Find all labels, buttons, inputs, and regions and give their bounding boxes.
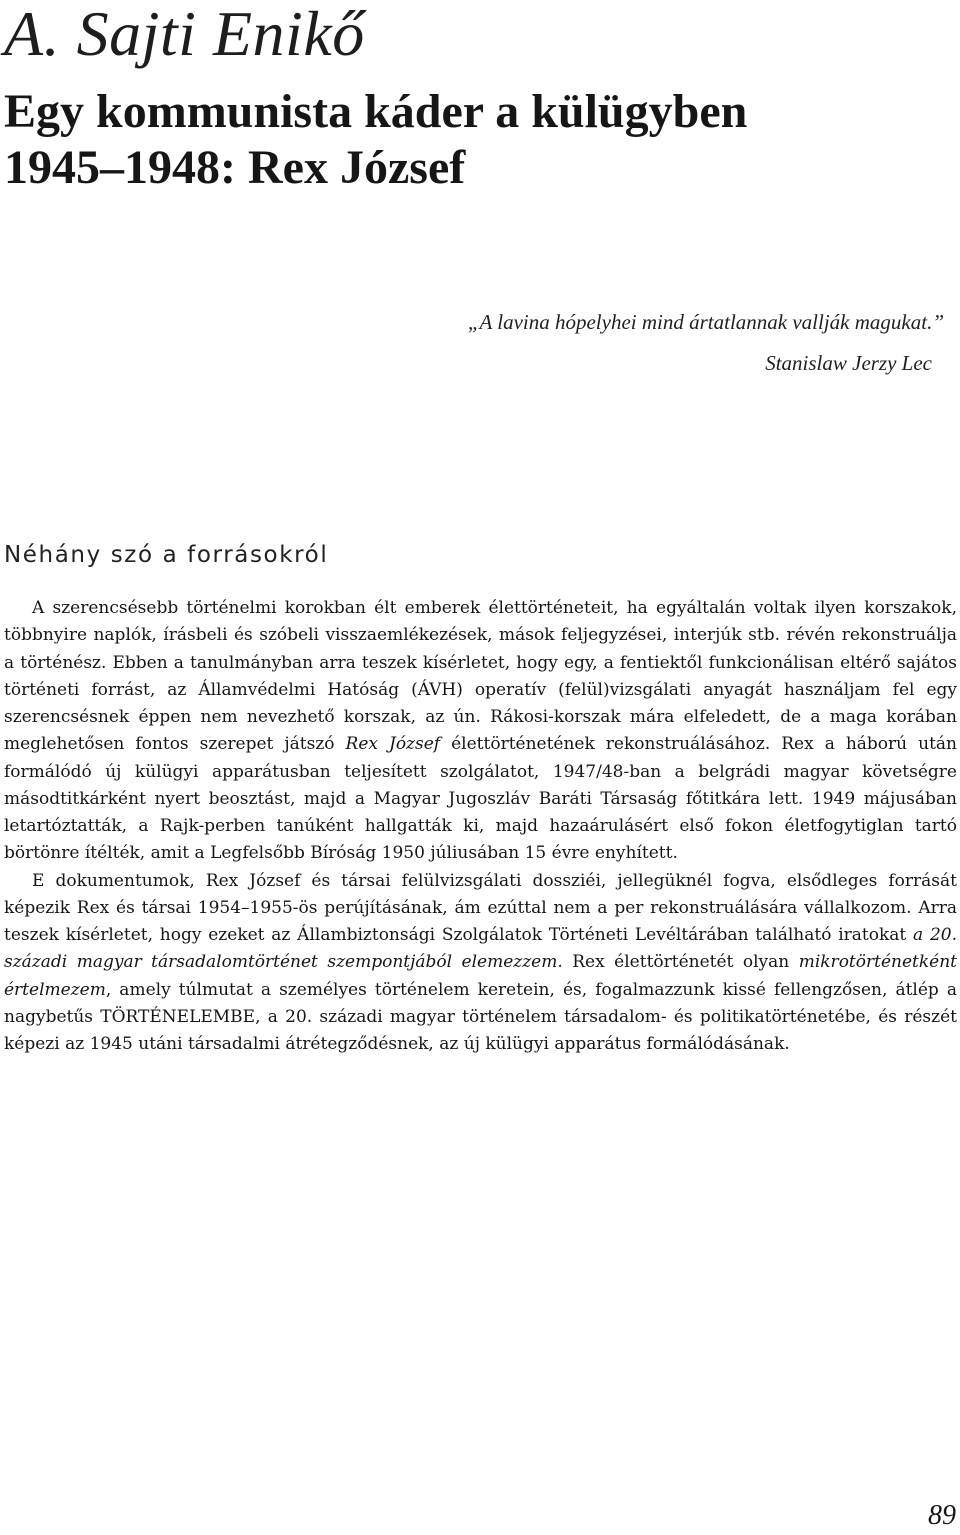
article-title-line-2: 1945–1948: Rex József [4,141,466,194]
paragraph-2-italic-a: a 20. századi magyar társadalomtörténet szempontjából elemezzem. [4,925,958,973]
paragraph-1-text-a: A szerencsésebb történelmi korokban élt emberek élettörténeteit, ha egyáltalán voltak ilyen korszakok, többnyire naplók, írásbeli és szóbeli visszaemlékezések, mások feljegyzései, interjúk stb. révén rekonstruálja a történész. Ebben a tanulmányban arra teszek kísérletet, hogy egy, a fentiektől funkcionálisan eltérő sajátos történeti forrást, az Államvédelmi Hatóság (ÁVH) operatív (felül)vizsgálati anyagát használjam fel egy szerencsésnek éppen nem nevezhető korszak, az ún. Rákosi-korszak mára elfeledett, de a maga korában meglehetősen fontos szerepet játszó [4,598,957,755]
paragraph-1-text-b: élettörténetének rekonstruálásához. Rex a háború után formálódó új külügyi apparátusban teljesített szolgálatot, 1947/48-ban a belgrádi magyar követségre másodtitkárként nyert beosztást, majd a Magyar Jugoszláv Baráti Társaság főtitkára lett. 1949 májusában letartóztatták, a Rajk-perben tanúként hallgatták ki, majd hazaárulásért első fokon életfogytiglan tartó börtönre ítélték, amit a Legfelsőbb Bíróság 1950 júliusában 15 évre enyhített. [4,734,957,864]
page-number: 89 [928,1500,956,1531]
paragraph-2-text-b: Rex élettörténetét olyan [562,952,799,973]
epigraph-author: Stanislaw Jerzy Lec [765,351,932,375]
body-paragraph-2 [4,868,957,1059]
paragraph-2-text-c: , amely túlmutat a személyes történelem keretein, és, fogalmazzunk kissé fellengzősen, átlép a nagybetűs TÖRTÉNELEMBE, a 20. századi magyar történelem társadalom- és politikatörténetébe, és részét képezi az 1945 utáni társadalmi átrétegződésnek, az új külügyi apparátus formálódásának. [4,979,957,1054]
section-heading: Néhány szó a forrásokról [4,542,329,568]
paragraph-2-italic-b: mikrotörténetként értelmezem [4,952,957,1000]
body-paragraph-1 [4,595,957,868]
paragraph-2-text-a: E dokumentumok, Rex József és társai felülvizsgálati dossziéi, jellegüknél fogva, elsődleges forrását képezik Rex és társai 1954–1955-ös perújításának, ám ezúttal nem a per rekonstruálására vállalkozom. Arra teszek kísérletet, hogy ezeket az Állambiztonsági Szolgálatok Történeti Levéltárában található iratokat [4,870,957,945]
paragraph-1-italic-name: Rex József [345,734,441,755]
article-body [4,595,957,1058]
article-title-line-1: Egy kommunista káder a külügyben [4,85,748,138]
epigraph-quote: „A lavina hópelyhei mind ártatlannak vallják magukat.” [467,310,944,334]
author-name: A. Sajti Enikő [4,0,365,69]
article-title [4,84,944,196]
